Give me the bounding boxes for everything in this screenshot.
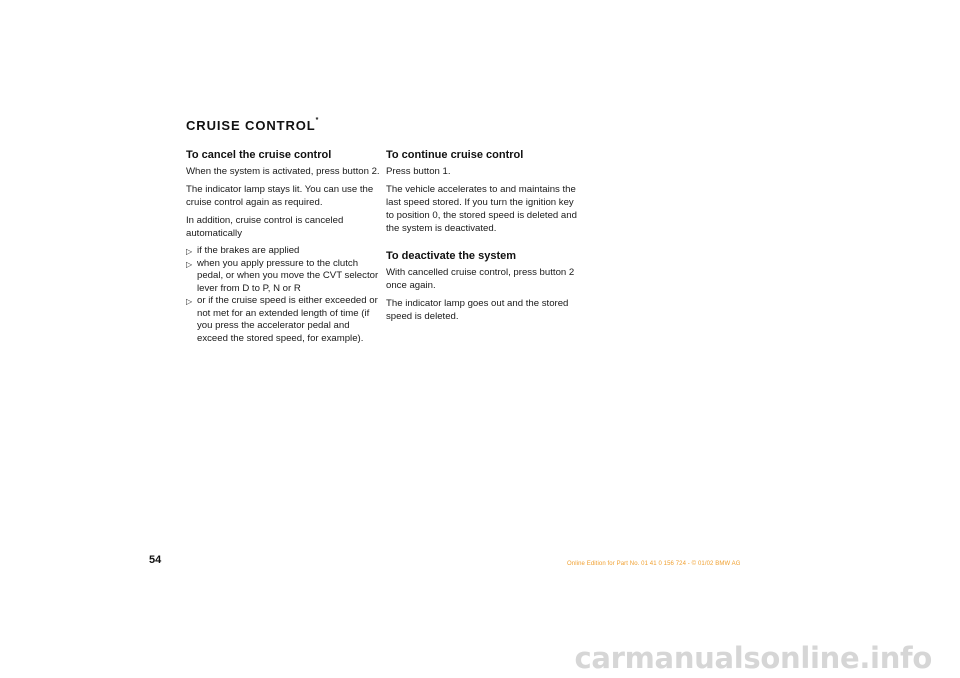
right-column — [386, 148, 581, 328]
triangle-bullet-icon: ▷ — [186, 297, 193, 306]
deactivate-paragraph: The indicator lamp goes out and the stored speed is deleted. — [386, 298, 569, 322]
watermark-link[interactable]: carmanualsonline.info — [574, 641, 932, 675]
list-item-text: if the brakes are applied — [197, 245, 300, 256]
page-number: 54 — [149, 554, 162, 566]
edition-note: Online Edition for Part No. 01 41 0 156 724 - © 01/02 BMW AG — [567, 561, 741, 567]
deactivate-heading: To deactivate the system — [386, 250, 517, 262]
list-item-text: when you apply pressure to the clutch pedal, or when you move the CVT selector lever from D to P, N or R — [197, 257, 379, 294]
list-item — [186, 258, 381, 296]
cancel-heading: To cancel the cruise control — [186, 149, 332, 161]
cancel-paragraph: In addition, cruise control is canceled automatically — [186, 215, 344, 239]
cancel-paragraph: When the system is activated, press button 2. — [186, 166, 380, 177]
cancel-conditions-list — [186, 245, 381, 345]
cancel-paragraph: The indicator lamp stays lit. You can use the cruise control again as required. — [186, 184, 374, 208]
continue-heading: To continue cruise control — [386, 149, 524, 161]
left-column — [186, 148, 381, 345]
optional-equipment-marker: * — [315, 117, 319, 124]
list-item — [186, 295, 381, 345]
section-title — [186, 118, 318, 133]
triangle-bullet-icon: ▷ — [186, 247, 193, 256]
deactivate-paragraph: With cancelled cruise control, press button 2 once again. — [386, 267, 575, 291]
triangle-bullet-icon: ▷ — [186, 259, 193, 269]
continue-paragraph: Press button 1. — [386, 166, 451, 177]
list-item — [186, 245, 381, 258]
continue-paragraph: The vehicle accelerates to and maintains the last speed stored. If you turn the ignition key to position 0, the stored speed is deleted and the system is deactivated. — [386, 184, 577, 234]
section-title-text: CRUISE CONTROL — [186, 118, 316, 133]
list-item-text: or if the cruise speed is either exceeded or not met for an extended length of time (if you press the accelerator pedal and exceed the stored speed, for example). — [197, 295, 378, 344]
